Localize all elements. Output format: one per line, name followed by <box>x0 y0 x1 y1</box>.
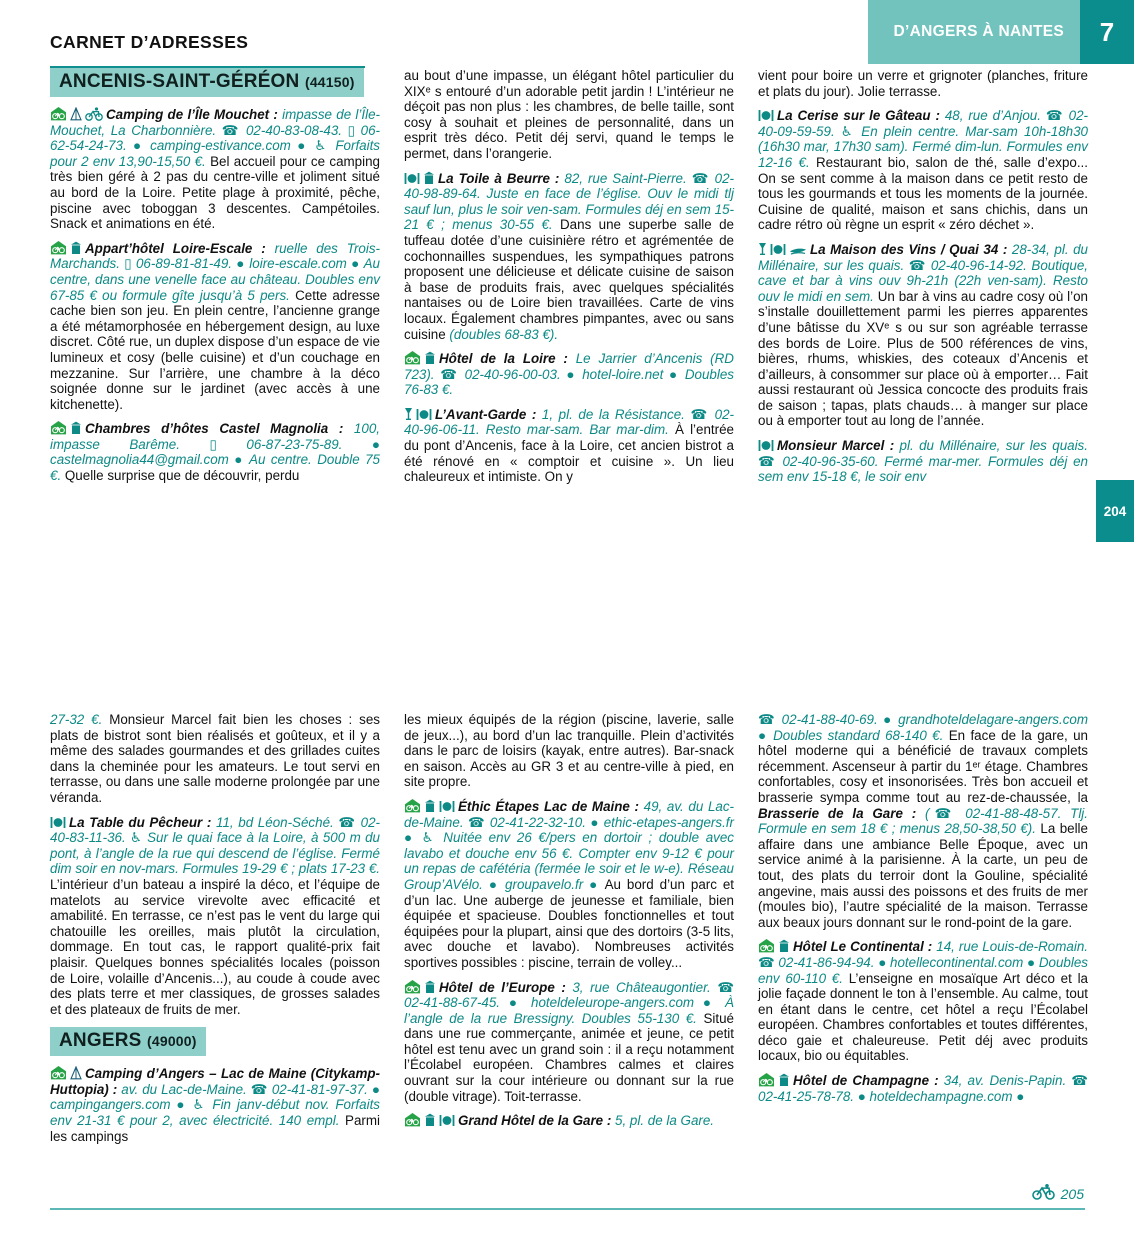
continued-paragraph: les mieux équipés de la région (piscine, laverie, salle de jeux...), au bord d’un lac tranquille. Plein d’activités dans le parc de loisirs (kayak, entre autres). Bar-snack en saison. Accès au GR 3 et au centre-ville à pied, en site propre. <box>404 712 734 790</box>
entry-info: 14, rue Louis-de-Romain. ☎ 02-41-86-94-94. ● hotellecontinental.com ● Doubles env 60-110 €. <box>758 939 1088 986</box>
listing-entry <box>758 1073 1088 1104</box>
listing-entry <box>758 242 1088 429</box>
bottom-page-columns <box>0 712 1134 1202</box>
house-bike-icon <box>404 1113 421 1127</box>
restaurant-icon <box>439 1114 455 1127</box>
entry-info: ruelle des Trois-Marchands. ▯ 06-89-81-81-49. ● loire-escale.com ● Au centre, dans une venelle face au château. Doubles env 67-85 € ou formule gîte jusqu’à 5 pers. <box>50 240 380 303</box>
entry-body: Restaurant bio, salon de thé, salle d’expo... On se sent comme à la maison dans ce petit resto de tous les gourmands et tous les moments de la journée. Cuisine de qualité, maison et sans chichis, dans un cadre rétro où règne un esprit « zéro déchet ». <box>758 154 1088 233</box>
listing-entry <box>50 241 380 413</box>
entry-body: Cette adresse cache bien son jeu. En plein centre, l’ancienne grange a été métamorphosée en hébergement design, au luxe discret. Côté rue, un duplex dispose d’un espace de vie lumineux et cosy (belle cuisine) et d’un couchage en mezzanine. Sur l’arrière, une chambre à la déco soignée donne sur le jardinet (avec accès à une kitchenette). <box>50 287 380 412</box>
restaurant-icon <box>770 243 786 256</box>
entry-body: Dans une superbe salle de tuffeau dotée d’une cuisinière rétro et agrémentée de cochonnailles suspendues, les sympathiques patrons proposent une délicieuse et délicate cuisine de saison à base de produits frais, avec quelques spécialités nantaises ou de Loire bien travaillées. Carte de vins locaux. Également chambres pimpantes, avec ou sans cuisine <box>404 217 734 342</box>
page-folio <box>1032 1184 1084 1203</box>
entry-body: En face de la gare, un hôtel moderne qui a bénéficié de travaux complets récemment. Ascenseur à partir du 1ᵉʳ étage. Chambres confortables, cosy et insonorisées. Très bon accueil et brasserie sympa comme tout au rez-de-chaussée, la <box>758 727 1088 805</box>
listing-entry <box>404 407 734 485</box>
page-title: CARNET D’ADRESSES <box>50 32 249 52</box>
listing-entry <box>404 799 734 971</box>
house-bike-icon <box>50 1066 67 1080</box>
hotel-icon <box>70 241 82 255</box>
listing-entry <box>50 1066 380 1144</box>
entry-info: ☎ 02-41-88-40-69. ● grandhoteldelagare-angers.com ● Doubles standard 68-140 €. <box>758 712 1088 743</box>
column-4 <box>50 712 380 1144</box>
listing-entry <box>50 421 380 483</box>
city-name: ANCENIS-SAINT-GÉRÉON <box>59 71 300 92</box>
entry-info: pl. du Millénaire, sur les quais. ☎ 02-40-96-35-60. Fermé mar-mer. Formules déj en sem env 15-18 €, le soir env <box>758 438 1088 485</box>
footer-rule <box>50 1208 1085 1210</box>
house-bike-icon <box>50 421 67 435</box>
entry-body: Au bord d’un parc et d’un lac. Une auberge de jeunesse et familiale, bien équipée et spacieuse. Doubles fonctionnelles et tout équipées pour la plupart, ainsi que des dortoirs (3-5 lits, avec douche et lavabo). Nombreuses activités sportives possibles : piscine, terrain de volley... <box>404 876 735 970</box>
chapter-banner <box>868 0 1134 64</box>
hotel-icon <box>423 171 435 185</box>
house-bike-icon <box>758 1073 775 1087</box>
entry-body: L’intérieur d’un bateau a inspiré la déco, et l’équipe de matelots au service virevolte avec efficacité et amabilité. En terrasse, ce n’est pas le vent du large qui chatouille les oreilles, mais plutôt la circulation, dommage. En tout cas, le rapport qualité-prix fait plaisir. Quelques bonnes spécialités locales (poisson de Loire, volaille d’Ancenis...), au coude à coude avec des plats terre et mer classiques, de grosses salades et des plateaux de fruits de mer. <box>50 876 380 1017</box>
entry-name: Hôtel Le Continental : <box>793 939 933 955</box>
entry-info: 3, rue Châteaugontier. ☎ 02-41-88-67-45. ● hoteldeleurope-angers.com ● À l’angle de la rue Bressigny. Doubles 55-130 €. <box>404 979 734 1026</box>
entry-info: 82, rue Saint-Pierre. ☎ 02-40-98-89-64. Juste en face de l’église. Ouv le midi tlj sauf lun, plus le soir ven-sam. Formules déj en sem 15-21 € ; menus 30-55 €. <box>404 170 734 233</box>
listing-entry <box>758 939 1088 1064</box>
city-heading-angers <box>50 1027 380 1064</box>
page-header <box>0 0 1134 78</box>
entry-name: Camping d’Angers – Lac de Maine (Citykamp-Huttopia) : <box>50 1066 380 1097</box>
entry-name: Camping de l’Île Mouchet : <box>106 107 278 122</box>
entry-name: Monsieur Marcel : <box>777 438 895 454</box>
side-page-tab: 204 <box>1096 480 1134 542</box>
continued-paragraph: vient pour boire un verre et grignoter (planches, friture et plats du jour). Jolie terrasse. <box>758 68 1088 99</box>
entry-info: 100, impasse Barême. ▯ 06-87-23-75-89. ● castelmagnolia44@gmail.com ● Au centre. Double 75 €. <box>50 421 380 484</box>
entry-body: Un bar à vins au cadre cosy où l’on s’installe douillettement parmi les pierres apparentes d’une bâtisse du XVᵉ s ou sur son agréable terrasse des bords de Loire. Plus de 500 références de vins, bières, rhums, whiskies, des coteaux d’Ancenis et d’ailleurs, à consommer sur place où à emporter… Fait aussi restaurant où Jessica concocte des produits frais de saison ; tapas, plats chauds… à manger sur place ou à emporter tout au long de l’année. <box>758 288 1088 429</box>
continued-paragraph <box>758 712 1088 930</box>
entry-name: Grand Hôtel de la Gare : <box>458 1113 612 1129</box>
house-bike-icon <box>50 241 67 255</box>
entry-name: La Cerise sur le Gâteau : <box>777 108 940 124</box>
listing-entry <box>404 171 734 343</box>
entry-name: La Table du Pêcheur : <box>69 814 212 830</box>
bicycle-icon <box>1032 1184 1056 1203</box>
continued-paragraph <box>50 712 380 806</box>
hotel-icon <box>778 939 790 953</box>
listing-entry <box>404 980 734 1105</box>
house-bike-icon <box>404 799 421 813</box>
entry-name: Chambres d’hôtes Castel Magnolia : <box>85 421 344 437</box>
entry-body: Parmi les campings <box>50 1113 380 1144</box>
house-bike-icon <box>50 107 67 121</box>
boat-icon <box>789 244 807 256</box>
hotel-icon <box>778 1073 790 1087</box>
entry-name: Appart’hôtel Loire-Escale : <box>85 240 266 256</box>
city-heading-ancenis <box>50 68 380 105</box>
entry-body: L’enseigne en mosaïque Art déco et la jolie façade donnent le ton à l’ensemble. Au calme, tout en étant dans le centre, cet hôtel a reçu l’Écolabel européen. Chambres confortables et toutes différentes, déco gaie et chaleureuse. Petit déj avec produits locaux, bio ou équitables. <box>758 970 1088 1064</box>
entry-body: Monsieur Marcel fait bien les choses : ses plats de bistrot sont bien réalisés et goûteux, et il y a même des salades gourmandes et des grillades cuites dans la cheminée pour les amateurs. Le tout servi en terrasse, ou dans une salle moderne prolongée par une véranda. <box>50 712 380 805</box>
restaurant-icon <box>416 408 432 421</box>
entry-info: Le Jarrier d’Ancenis (RD 723). ☎ 02-40-96-00-03. ● hotel-loire.net ● Doubles 76-83 €. <box>404 351 734 398</box>
column-5 <box>404 712 734 1129</box>
restaurant-icon <box>404 172 420 185</box>
inline-entry-name: Brasserie de la Gare : <box>758 805 917 821</box>
top-page-columns <box>0 68 1134 658</box>
entry-info: 48, rue d’Anjou. ☎ 02-40-09-59-59. ♿ En plein centre. Mar-sam 10h-18h30 (16h30 mar, 17h30 sam). Fermé dim-lun. Formules env 12-16 €. <box>758 108 1088 170</box>
entry-body: Situé dans une rue commerçante, animée et jeune, ce petit hôtel est tenu avec un grand soin : il a reçu notamment l’Écolabel européen. Chambres calmes et claires ouvrant sur la cour intérieure ou donnant sur la rue (double vitrage). Toit-terrasse. <box>404 1010 734 1104</box>
entry-tail: La belle affaire dans une ambiance Belle Époque, avec un service animé à la parisienne. À la carte, un peu de tout, des plats du terroir dont la Gouline, spécialité angevine, mais aussi des poissons et des fruits de mer (moules bio), l’autre spécialité de la maison. Terrasse aux beaux jours donnant sur le rond-point de la gare. <box>758 821 1088 930</box>
tent-icon <box>70 107 82 121</box>
hotel-icon <box>424 980 436 994</box>
entry-body: Quelle surprise que de découvrir, perdu <box>61 468 300 484</box>
city-name: ANGERS <box>59 1030 142 1052</box>
hotel-icon <box>70 421 82 435</box>
entry-name: La Maison des Vins / Quai 34 : <box>810 241 1008 257</box>
house-bike-icon <box>758 939 775 953</box>
restaurant-icon <box>50 816 66 829</box>
city-postcode: (49000) <box>146 1033 197 1050</box>
column-1 <box>50 68 380 484</box>
house-bike-icon <box>404 351 421 365</box>
listing-entry <box>404 351 734 398</box>
continued-paragraph: au bout d’une impasse, un élégant hôtel particulier du XIXᵉ s entouré d’un adorable petit jardin ! L’intérieur ne déçoit pas non plus : les chambres, de belle taille, sont cosy à souhait et pleines de personnalité, dans un esprit très déco. Petit déj servi, quand le temps le permet, dans l’orangerie. <box>404 68 734 161</box>
entry-body: Bel accueil pour ce camping très bien géré à 2 pas du centre-ville et joliment situé au bord de la Loire. Petite plage à proximité, pêche, piscine avec toboggan 3 descentes. Campétoiles. Snack et animations en été. <box>50 153 380 232</box>
hotel-icon <box>424 351 436 365</box>
restaurant-icon <box>758 109 774 122</box>
restaurant-icon <box>758 439 774 452</box>
listing-entry <box>50 815 380 1018</box>
glass-icon <box>758 242 767 256</box>
restaurant-icon <box>439 800 455 813</box>
entry-body: À l’entrée du pont d’Ancenis, face à la Loire, cet ancien bistrot a été rénové en « comptoir et cuisine ». Un lieu chaleureux et intimiste. On y <box>404 422 734 485</box>
listing-entry <box>758 438 1088 485</box>
listing-entry <box>404 1113 734 1129</box>
entry-info: av. du Lac-de-Maine. ☎ 02-41-81-97-37. ● campingangers.com ● ♿ Fin janv-début nov. Forfaits env 21-31 € pour 2, avec électricité. 140 empl. <box>50 1081 380 1129</box>
entry-info: 5, pl. de la Gare. <box>611 1113 715 1129</box>
listing-entry <box>758 108 1088 233</box>
entry-info: 1, pl. de la Résistance. ☎ 02-40-96-06-11. Resto mar-sam. Bar mar-dim. <box>404 406 734 438</box>
entry-info: impasse de l’Île-Mouchet, La Charbonnière. ☎ 02-40-83-08-43. ▯ 06-62-54-24-73. ● camping-estivance.com ● ♿ Forfaits pour 2 env 13,90-15,50 €. <box>50 107 380 169</box>
listing-entry <box>50 107 380 232</box>
tent-icon <box>70 1066 82 1080</box>
column-3 <box>758 68 1088 485</box>
entry-name: Hôtel de Champagne : <box>793 1073 939 1089</box>
entry-lead-price: 27-32 €. <box>50 712 103 727</box>
chapter-title: D’ANGERS À NANTES <box>868 0 1080 64</box>
entry-name: Hôtel de l’Europe : <box>439 979 566 995</box>
inline-entry-info: (☎ 02-41-88-48-57. Tlj. Formule en sem 18 € ; menus 28,50-38,50 €). <box>758 805 1088 837</box>
hotel-icon <box>424 1113 436 1127</box>
entry-info: 49, av. du Lac-de-Maine. ☎ 02-41-22-32-10. ● ethic-etapes-angers.fr ● ♿ Nuitée env 26 €/pers en dortoir ; double avec lavabo et douche env 56 €. Compter env 9-12 € pour un repas de cafétéria (fermée le soir et le w-e). Réseau Group’AVélo. ● groupavelo.fr ● <box>404 798 734 892</box>
entry-info: 34, av. Denis-Papin. ☎ 02-41-25-78-78. ● hoteldechampagne.com ● <box>758 1073 1088 1104</box>
column-6 <box>758 712 1088 1104</box>
city-postcode: (44150) <box>304 74 355 90</box>
entry-name: La Toile à Beurre : <box>438 170 560 186</box>
entry-name: L’Avant-Garde : <box>435 406 537 422</box>
entry-name: Hôtel de la Loire : <box>439 351 568 367</box>
glass-icon <box>404 407 413 421</box>
entry-tail: (doubles 68-83 €). <box>445 326 559 342</box>
hotel-icon <box>424 799 436 813</box>
cyclist-icon <box>85 107 103 121</box>
entry-info: 11, bd Léon-Séché. ☎ 02-40-83-11-36. ♿ Sur le quai face à la Loire, à 500 m du pont, à l’angle de la rue qui descend de l’église. Fermé dim soir en nov-mars. Formules 19-29 € ; plats 17-23 €. <box>50 814 380 877</box>
house-bike-icon <box>404 980 421 994</box>
entry-name: Éthic Étapes Lac de Maine : <box>458 798 639 814</box>
chapter-number: 7 <box>1080 0 1134 64</box>
column-2 <box>404 68 734 485</box>
entry-info: 28-34, pl. du Millénaire, sur les quais. ☎ 02-40-96-14-92. Boutique, cave et bar à vins ouv 9h-21h (22h ven-sam). Resto ouv le midi en sem. <box>758 241 1088 304</box>
footer-page-number: 205 <box>1060 1185 1084 1202</box>
